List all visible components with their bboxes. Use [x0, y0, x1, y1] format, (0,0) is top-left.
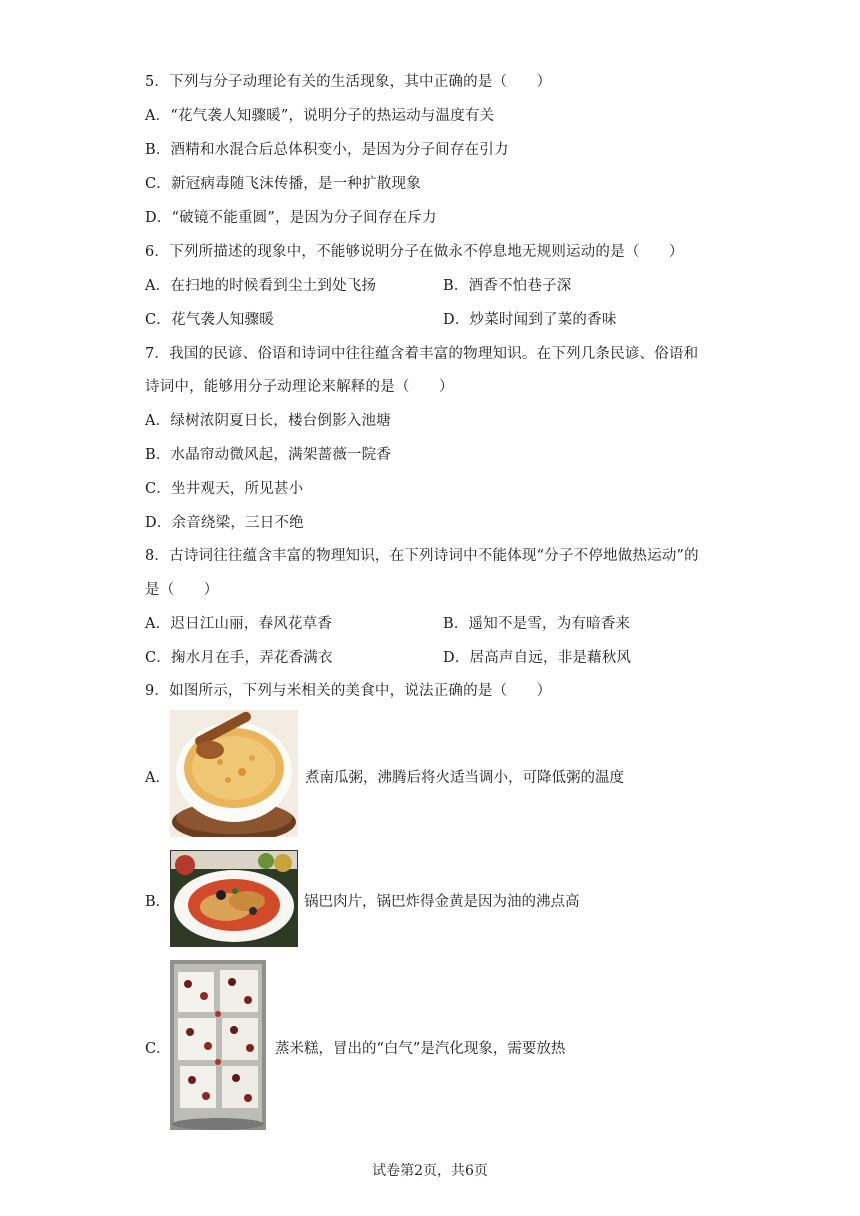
steamed-rice-cake-image — [170, 960, 266, 1130]
q5-option-d: D．“破镜不能重圆”，是因为分子间存在斥力 — [145, 210, 437, 226]
q5-option-c: C．新冠病毒随飞沫传播，是一种扩散现象 — [145, 176, 421, 192]
q6-option-a: A．在扫地的时候看到尘土到处飞扬 — [145, 278, 377, 294]
q6-option-c: C．花气袭人知骤暖 — [145, 312, 274, 328]
q7-option-c: C．坐井观天，所见甚小 — [145, 481, 304, 497]
q9-option-a-label: A． — [145, 770, 170, 786]
q8-stem-line2: 是（ ） — [145, 582, 219, 598]
q5-stem: 5．下列与分子动理论有关的生活现象，其中正确的是（ ） — [145, 74, 552, 90]
q8-option-c: C．掬水月在手，弄花香满衣 — [145, 650, 333, 666]
q9-option-b-text: 锅巴肉片，锅巴炸得金黄是因为油的沸点高 — [304, 894, 580, 910]
q8-option-b: B．遥知不是雪，为有暗香来 — [443, 616, 631, 632]
q9-option-b-label: B． — [145, 894, 171, 910]
q5-option-b: B．酒精和水混合后总体积变小，是因为分子间存在引力 — [145, 142, 509, 158]
q7-stem-line2: 诗词中，能够用分子动理论来解释的是（ ） — [145, 379, 454, 395]
q7-option-d: D．余音绕梁，三日不绝 — [145, 515, 304, 531]
q5-option-a: A．“花气袭人知骤暖”，说明分子的热运动与温度有关 — [145, 108, 495, 124]
q8-option-a: A．迟日江山丽，春风花草香 — [145, 616, 333, 632]
q9-option-c-label: C． — [145, 1041, 171, 1057]
q6-option-b: B．酒香不怕巷子深 — [443, 278, 572, 294]
q8-stem-line1: 8．古诗词往往蕴含丰富的物理知识，在下列诗词中不能体现“分子不停地做热运动”的 — [145, 548, 699, 564]
pumpkin-porridge-image — [170, 710, 298, 837]
q9-option-a-text: 煮南瓜粥，沸腾后将火适当调小，可降低粥的温度 — [305, 770, 624, 786]
q9-option-c-text: 蒸米糕，冒出的“白气”是汽化现象，需要放热 — [275, 1041, 566, 1057]
guoba-pork-image — [170, 850, 298, 947]
q9-stem: 9．如图所示，下列与米相关的美食中，说法正确的是（ ） — [145, 683, 552, 699]
q7-option-a: A．绿树浓阴夏日长，楼台倒影入池塘 — [145, 413, 391, 429]
q7-stem-line1: 7．我国的民谚、俗语和诗词中往往蕴含着丰富的物理知识。在下列几条民谚、俗语和 — [145, 346, 699, 362]
page-footer: 试卷第2页，共6页 — [372, 1163, 488, 1179]
q6-option-d: D．炒菜时闻到了菜的香味 — [443, 312, 617, 328]
q6-stem: 6．下列所描述的现象中，不能够说明分子在做永不停息地无规则运动的是（ ） — [145, 244, 684, 260]
q7-option-b: B．水晶帘动微风起，满架蔷薇一院香 — [145, 447, 392, 463]
q8-option-d: D．居高声自远，非是藉秋风 — [443, 650, 632, 666]
